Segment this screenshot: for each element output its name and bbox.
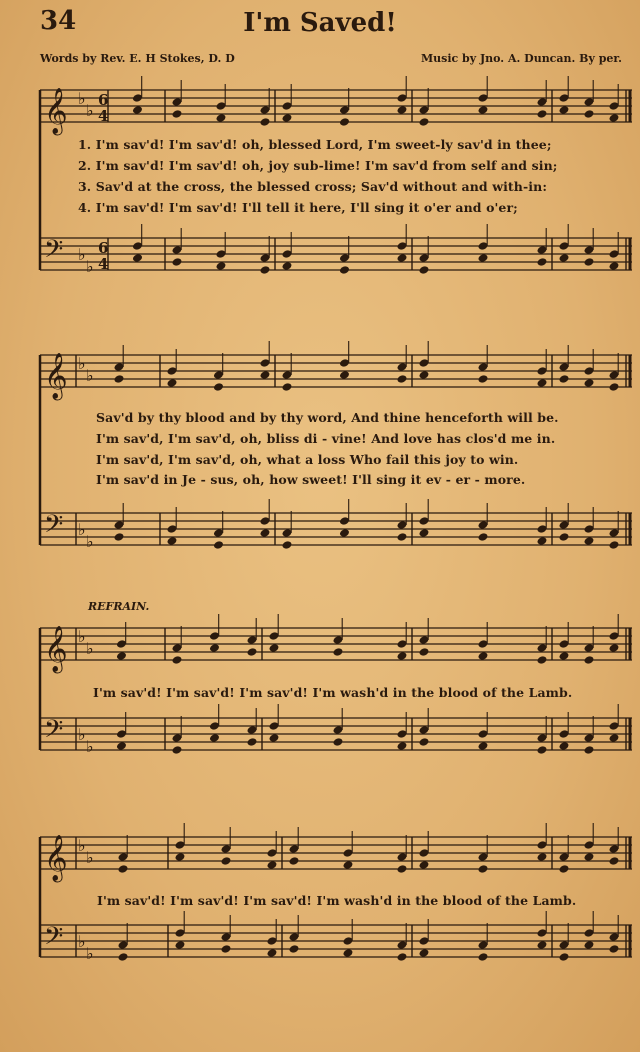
flat-icon: ♭ [86,639,94,658]
note-head [584,109,595,119]
words-credit: Words by Rev. E. H Stokes, D. D [40,52,235,65]
time-signature: 4 [98,255,109,273]
note-head [537,536,548,546]
note-head [478,741,489,751]
note-head [419,737,430,747]
system1-verse2: 2. I'm sav'd! I'm sav'd! oh, joy sub-lime! I'm sav'd from self and sin; [78,158,558,173]
note-head [419,647,430,657]
system4-verse1: I'm sav'd! I'm sav'd! I'm sav'd! I'm wash'd in the blood of the Lamb. [97,893,577,908]
hymn-title: I'm Saved! [243,8,397,38]
note-head [559,741,570,751]
flat-icon: ♭ [86,737,94,756]
note-head [559,864,570,874]
note-head [397,374,408,384]
system2-verse4: I'm sav'd in Je - sus, oh, how sweet! I'll sing it ev - er - more. [96,472,526,487]
note-head [343,948,354,958]
bass-clef-icon: 𝄢 [44,510,64,545]
note-head [609,261,620,271]
note-head [209,643,220,653]
flat-icon: ♭ [86,532,94,551]
note-head [537,655,548,665]
note-head [478,253,489,263]
note-head [114,374,125,384]
note-head [172,257,183,267]
note-head [537,257,548,267]
flat-icon: ♭ [78,725,86,744]
note-head [260,528,271,538]
note-head [289,944,300,954]
note-head [172,109,183,119]
note-head [419,265,430,275]
note-head [114,532,125,542]
note-head [209,733,220,743]
note-head [116,651,127,661]
note-head [282,382,293,392]
note-head [584,940,595,950]
note-head [559,253,570,263]
note-head [537,940,548,950]
note-head [609,643,620,653]
bass-clef-icon: 𝄢 [44,922,64,957]
flat-icon: ♭ [86,257,94,276]
treble-clef-icon: 𝄞 [44,626,68,672]
treble-clef-icon: 𝄞 [44,353,68,399]
flat-icon: ♭ [78,836,86,855]
note-head [132,105,143,115]
system3-verse1: I'm sav'd! I'm sav'd! I'm sav'd! I'm wash'd in the blood of the Lamb. [93,685,573,700]
flat-icon: ♭ [86,944,94,963]
note-head [537,109,548,119]
note-head [247,647,258,657]
note-head [175,940,186,950]
note-head [339,528,350,538]
note-head [333,737,344,747]
note-head [269,733,280,743]
note-head [216,113,227,123]
note-head [609,856,620,866]
note-head [559,374,570,384]
time-signature: 6 [98,239,109,257]
note-head [559,952,570,962]
note-head [537,852,548,862]
note-head [343,860,354,870]
note-head [609,944,620,954]
flat-icon: ♭ [86,848,94,867]
note-head [260,265,271,275]
system1-verse4: 4. I'm sav'd! I'm sav'd! I'll tell it here, I'll sing it o'er and o'er; [78,200,518,215]
note-head [397,741,408,751]
note-head [397,253,408,263]
note-head [216,261,227,271]
note-head [167,536,178,546]
note-head [172,655,183,665]
note-head [609,113,620,123]
note-head [584,536,595,546]
note-head [118,952,129,962]
note-head [419,528,430,538]
system1-verse3: 3. Sav'd at the cross, the blessed cross; Sav'd without and with-in: [78,179,548,194]
flat-icon: ♭ [78,627,86,646]
note-head [584,852,595,862]
note-head [478,374,489,384]
note-head [221,856,232,866]
note-head [132,253,143,263]
bass-clef-icon: 𝄢 [44,715,64,750]
note-head [339,117,350,127]
note-head [419,117,430,127]
note-head [267,860,278,870]
note-head [584,655,595,665]
flat-icon: ♭ [86,101,94,120]
flat-icon: ♭ [78,932,86,951]
music-credit: Music by Jno. A. Duncan. By per. [420,52,622,65]
treble-clef-icon: 𝄞 [44,88,68,134]
bass-clef-icon: 𝄢 [44,235,64,270]
note-head [221,944,232,954]
note-head [397,532,408,542]
note-head [609,382,620,392]
flat-icon: ♭ [78,89,86,108]
note-head [478,105,489,115]
note-head [167,378,178,388]
time-signature: 4 [98,107,109,125]
note-head [559,532,570,542]
system2-verse2: I'm sav'd, I'm sav'd, oh, bliss di - vine! And love has clos'd me in. [96,431,556,446]
note-head [478,532,489,542]
note-head [559,105,570,115]
note-head [537,745,548,755]
note-head [397,651,408,661]
note-head [478,952,489,962]
note-head [584,745,595,755]
note-head [397,864,408,874]
note-head [339,265,350,275]
note-head [269,643,280,653]
note-head [282,113,293,123]
note-head [172,745,183,755]
note-head [118,864,129,874]
note-head [116,741,127,751]
note-head [419,948,430,958]
flat-icon: ♭ [78,245,86,264]
note-head [584,378,595,388]
note-head [478,864,489,874]
note-head [289,856,300,866]
flat-icon: ♭ [78,354,86,373]
note-head [282,261,293,271]
flat-icon: ♭ [86,366,94,385]
note-head [267,948,278,958]
treble-clef-icon: 𝄞 [44,835,68,881]
flat-icon: ♭ [78,520,86,539]
note-head [175,852,186,862]
note-head [478,651,489,661]
note-head [260,370,271,380]
note-head [397,105,408,115]
system2-verse3: I'm sav'd, I'm sav'd, oh, what a loss Who fail this joy to win. [96,452,519,467]
note-head [537,378,548,388]
note-head [584,257,595,267]
note-head [260,117,271,127]
hymn-number: 34 [40,6,77,36]
note-head [609,540,620,550]
note-head [247,737,258,747]
note-head [419,370,430,380]
note-head [559,651,570,661]
note-head [213,540,224,550]
system2-verse1: Sav'd by thy blood and by thy word, And thine henceforth will be. [96,410,559,425]
time-signature: 6 [98,91,109,109]
note-head [333,647,344,657]
system1-verse1: 1. I'm sav'd! I'm sav'd! oh, blessed Lord, I'm sweet-ly sav'd in thee; [78,137,552,152]
note-head [213,382,224,392]
note-head [282,540,293,550]
note-head [339,370,350,380]
note-head [609,733,620,743]
note-head [397,952,408,962]
note-head [419,860,430,870]
refrain-label: REFRAIN. [88,600,150,613]
